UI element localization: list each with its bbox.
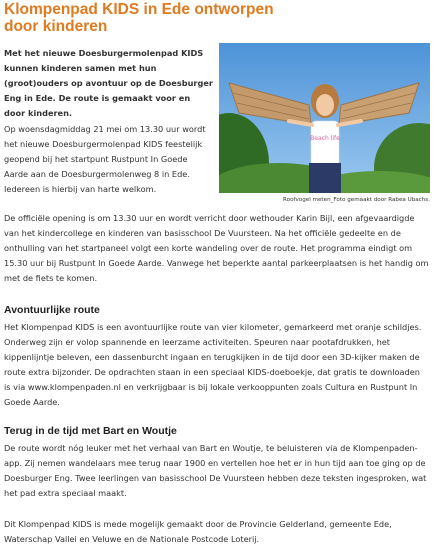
title-line-2: door kinderen [4,18,108,35]
paragraph-official-opening: De officiële opening is om 13.30 uur en wordt verricht door wethouder Karin Bijl, een afgevaardigde van het kindercollege en kinderen van basisschool De Vuursteen. Na het officiële gedeelte en de onthulling van het startpaneel volgt een korte wandeling over de route. Het programma eindigt om 15.30 uur bij Rustpunt In Goede Aarde. Vanwege het beperkte aantal parkeerplaatsen is het handig om met de fiets te komen. [4,213,429,283]
paragraph-sponsors: Dit Klompenpad KIDS is mede mogelijk gemaakt door de Provincie Gelderland, gemeente Ede, Waterschap Vallei en Veluwe en de Nationale Postcode Loterij. [4,519,392,544]
title-line-1: Klompenpad KIDS in Ede ontworpen [4,1,274,18]
shirt-text: Beach life [310,135,340,142]
paragraph-route: Het Klompenpad KIDS is een avontuurlijke route van vier kilometer, gemarkeerd met oranje schildjes. Onderweg zijn er volop spannende en leerzame activiteiten. Speuren naar pootafdrukken, het kippenlijntje beleven, een dassenburcht ingaan en terugkijken in de tijd door een 3D-kijker maken de route extra bijzonder. De opdrachten staan in een speciaal KIDS-doeboekje, dat gratis te downloaden is via www.klompenpaden.nl en verkrijgbaar is bij lokale verkooppunten zoals Cultura en Rustpunt In Goede Aarde. [4,322,422,407]
girl-with-wooden-wings-photo [219,43,430,193]
heading-back-in-time: Terug in de tijd met Bart en Woutje [4,425,177,437]
heading-adventurous-route: Avontuurlijke route [4,304,100,316]
lead-paragraph: Met het nieuwe Doesburgermolenpad KIDS kunnen kinderen samen met hun (groot)ouders op avontuur op de Doesburger Eng in Ede. De route is gemaakt voor en door kinderen. [4,48,213,118]
paragraph-opening: Op woensdagmiddag 21 mei om 13.30 uur wordt het nieuwe Doesburgermolenpad KIDS feestelijk geopend bij het startpunt Rustpunt In Goede Aarde aan de Doesburgermolenweg 8 in Ede. Iedereen is hierbij van harte welkom. [4,124,206,194]
paragraph-bart-woutje: De route wordt nóg leuker met het verhaal van Bart en Woutje, te beluisteren via de Klompenpaden-app. Zij nemen wandelaars mee terug naar 1900 en vertellen hoe het er in hun tijd aan toe ging op de Doesburger Eng. Twee leerlingen van basisschool De Vuursteen hebben deze teksten ingesproken, wat het pad extra speciaal maakt. [4,443,427,498]
article-photo [219,43,430,193]
page-title [4,1,404,35]
photo-caption: Roofvogel meten_Foto gemaakt door Rabea Ubachs. [283,197,430,203]
